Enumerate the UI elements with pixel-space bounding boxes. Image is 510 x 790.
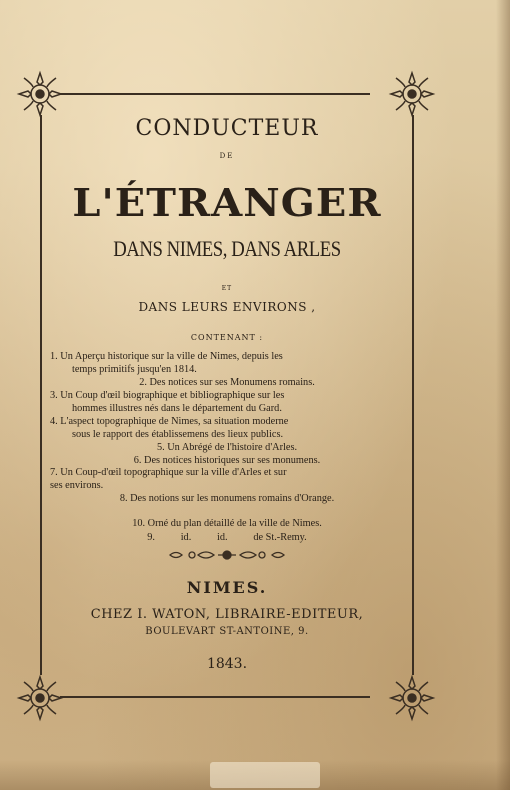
corner-ornament-icon [16, 70, 64, 118]
title-environs: DANS LEURS ENVIRONS , [138, 300, 316, 314]
title-nimes-arles: DANS NIMES, DANS ARLES [113, 236, 341, 261]
imprint-year: 1843. [206, 656, 248, 672]
contents-item [50, 415, 404, 441]
contents-item-line: 3. Un Coup d'œil biographique et bibliographique sur les [50, 390, 285, 401]
corner-ornament-icon [388, 70, 436, 118]
contents-item [50, 441, 404, 454]
page-edge-shadow [496, 0, 510, 790]
paper-stain [210, 762, 320, 788]
divider-ornament-icon [168, 548, 286, 562]
title-main: L'ÉTRANGER [72, 180, 382, 225]
contents-item-line: temps primitifs jusqu'en 1814. [72, 364, 197, 375]
title-de: DE [219, 152, 235, 160]
frame-top-rule [60, 93, 370, 95]
title-et: ET [221, 285, 233, 292]
contents-item-line: sous le rapport des établissemens des lieux publics. [72, 429, 284, 440]
corner-ornament-icon [16, 674, 64, 722]
contents-item [50, 389, 404, 415]
contents-item [50, 350, 404, 376]
contents-item-line: 8. Des notions sur les monumens romains d'Orange. [119, 493, 335, 504]
contents-item-line: 10. Orné du plan détaillé de la ville de Nimes. [132, 518, 322, 529]
imprint-address: BOULEVART ST-ANTOINE, 9. [145, 626, 309, 637]
contents-item-line: ses environs. [50, 480, 104, 491]
frame-bottom-rule [60, 696, 370, 698]
title-line-conducteur: CONDUCTEUR [135, 116, 319, 141]
contents-item [50, 466, 404, 492]
corner-ornament-icon [388, 674, 436, 722]
contents-item-line: 9. id. id. de St.-Remy. [147, 532, 307, 543]
contents-item-line: 6. Des notices historiques sur ses monumens. [133, 455, 321, 466]
contents-item [50, 376, 404, 389]
contents-item [50, 492, 404, 505]
contents-heading: CONTENANT : [190, 333, 264, 342]
contents-item-line: 5. Un Abrégé de l'histoire d'Arles. [156, 442, 298, 453]
imprint-publisher: CHEZ I. WATON, LIBRAIRE-EDITEUR, [90, 607, 364, 622]
contents-item-line: 4. L'aspect topographique de Nimes, sa situation moderne [50, 416, 289, 427]
contents-item-line: 2. Des notices sur ses Monumens romains. [139, 377, 315, 388]
contents-item [50, 517, 404, 530]
contents-item-line: 1. Un Aperçu historique sur la ville de Nimes, depuis les [50, 351, 283, 362]
imprint-city: NIMES. [186, 578, 268, 597]
contents-item-line: hommes illustres nés dans le département du Gard. [72, 403, 282, 414]
contents-item-line: 7. Un Coup-d'œil topographique sur la ville d'Arles et sur [50, 467, 287, 478]
